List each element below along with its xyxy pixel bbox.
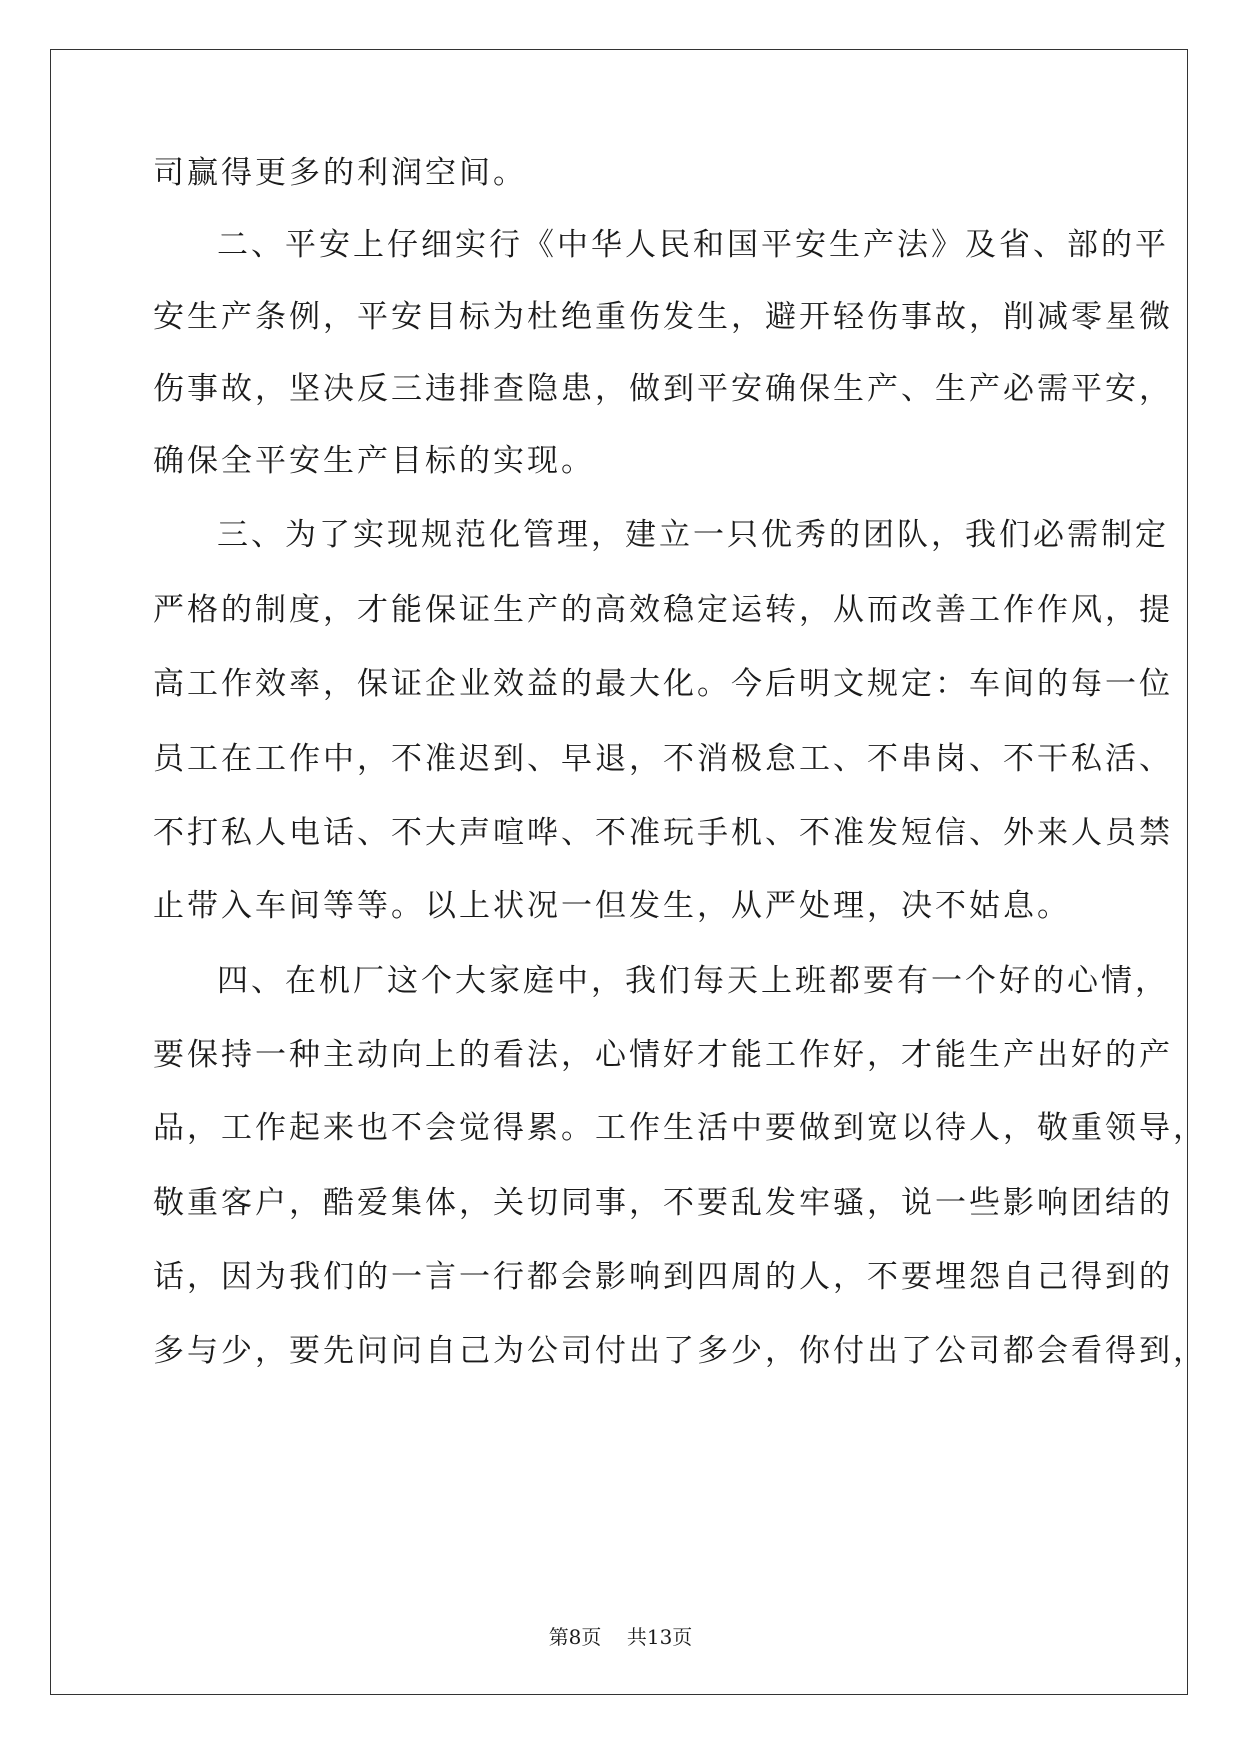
text-line: 严格的制度，才能保证生产的高效稳定运转，从而改善工作作风，提 — [153, 592, 1173, 628]
page-number-footer: 第8页 共13页 — [548, 1625, 693, 1649]
text-line: 安生产条例，平安目标为杜绝重伤发生，避开轻伤事故，削减零星微 — [153, 299, 1173, 335]
text-line: 高工作效率，保证企业效益的最大化。今后明文规定：车间的每一位 — [153, 666, 1173, 702]
paragraph-start-line: 四、在机厂这个大家庭中，我们每天上班都要有一个好的心情， — [217, 963, 1169, 999]
paragraph-start-line: 三、为了实现规范化管理，建立一只优秀的团队，我们必需制定 — [217, 517, 1169, 553]
paragraph-start-line: 二、平安上仔细实行《中华人民和国平安生产法》及省、部的平 — [217, 227, 1169, 263]
text-line: 确保全平安生产目标的实现。 — [153, 443, 595, 479]
text-line: 品，工作起来也不会觉得累。工作生活中要做到宽以待人，敬重领导， — [153, 1110, 1207, 1146]
text-line: 司赢得更多的利润空间。 — [153, 155, 527, 191]
text-line: 敬重客户，酷爱集体，关切同事，不要乱发牢骚，说一些影响团结的 — [153, 1185, 1173, 1221]
text-line: 伤事故，坚决反三违排查隐患，做到平安确保生产、生产必需平安， — [153, 371, 1173, 407]
text-line: 话，因为我们的一言一行都会影响到四周的人，不要埋怨自己得到的 — [153, 1259, 1173, 1295]
text-line: 多与少，要先问问自己为公司付出了多少，你付出了公司都会看得到， — [153, 1333, 1207, 1369]
text-line: 不打私人电话、不大声喧哗、不准玩手机、不准发短信、外来人员禁 — [153, 815, 1173, 851]
text-line: 员工在工作中，不准迟到、早退，不消极怠工、不串岗、不干私活、 — [153, 741, 1173, 777]
text-line: 止带入车间等等。以上状况一但发生，从严处理，决不姑息。 — [153, 888, 1071, 924]
text-line: 要保持一种主动向上的看法，心情好才能工作好，才能生产出好的产 — [153, 1037, 1173, 1073]
page-border — [50, 49, 1188, 1695]
